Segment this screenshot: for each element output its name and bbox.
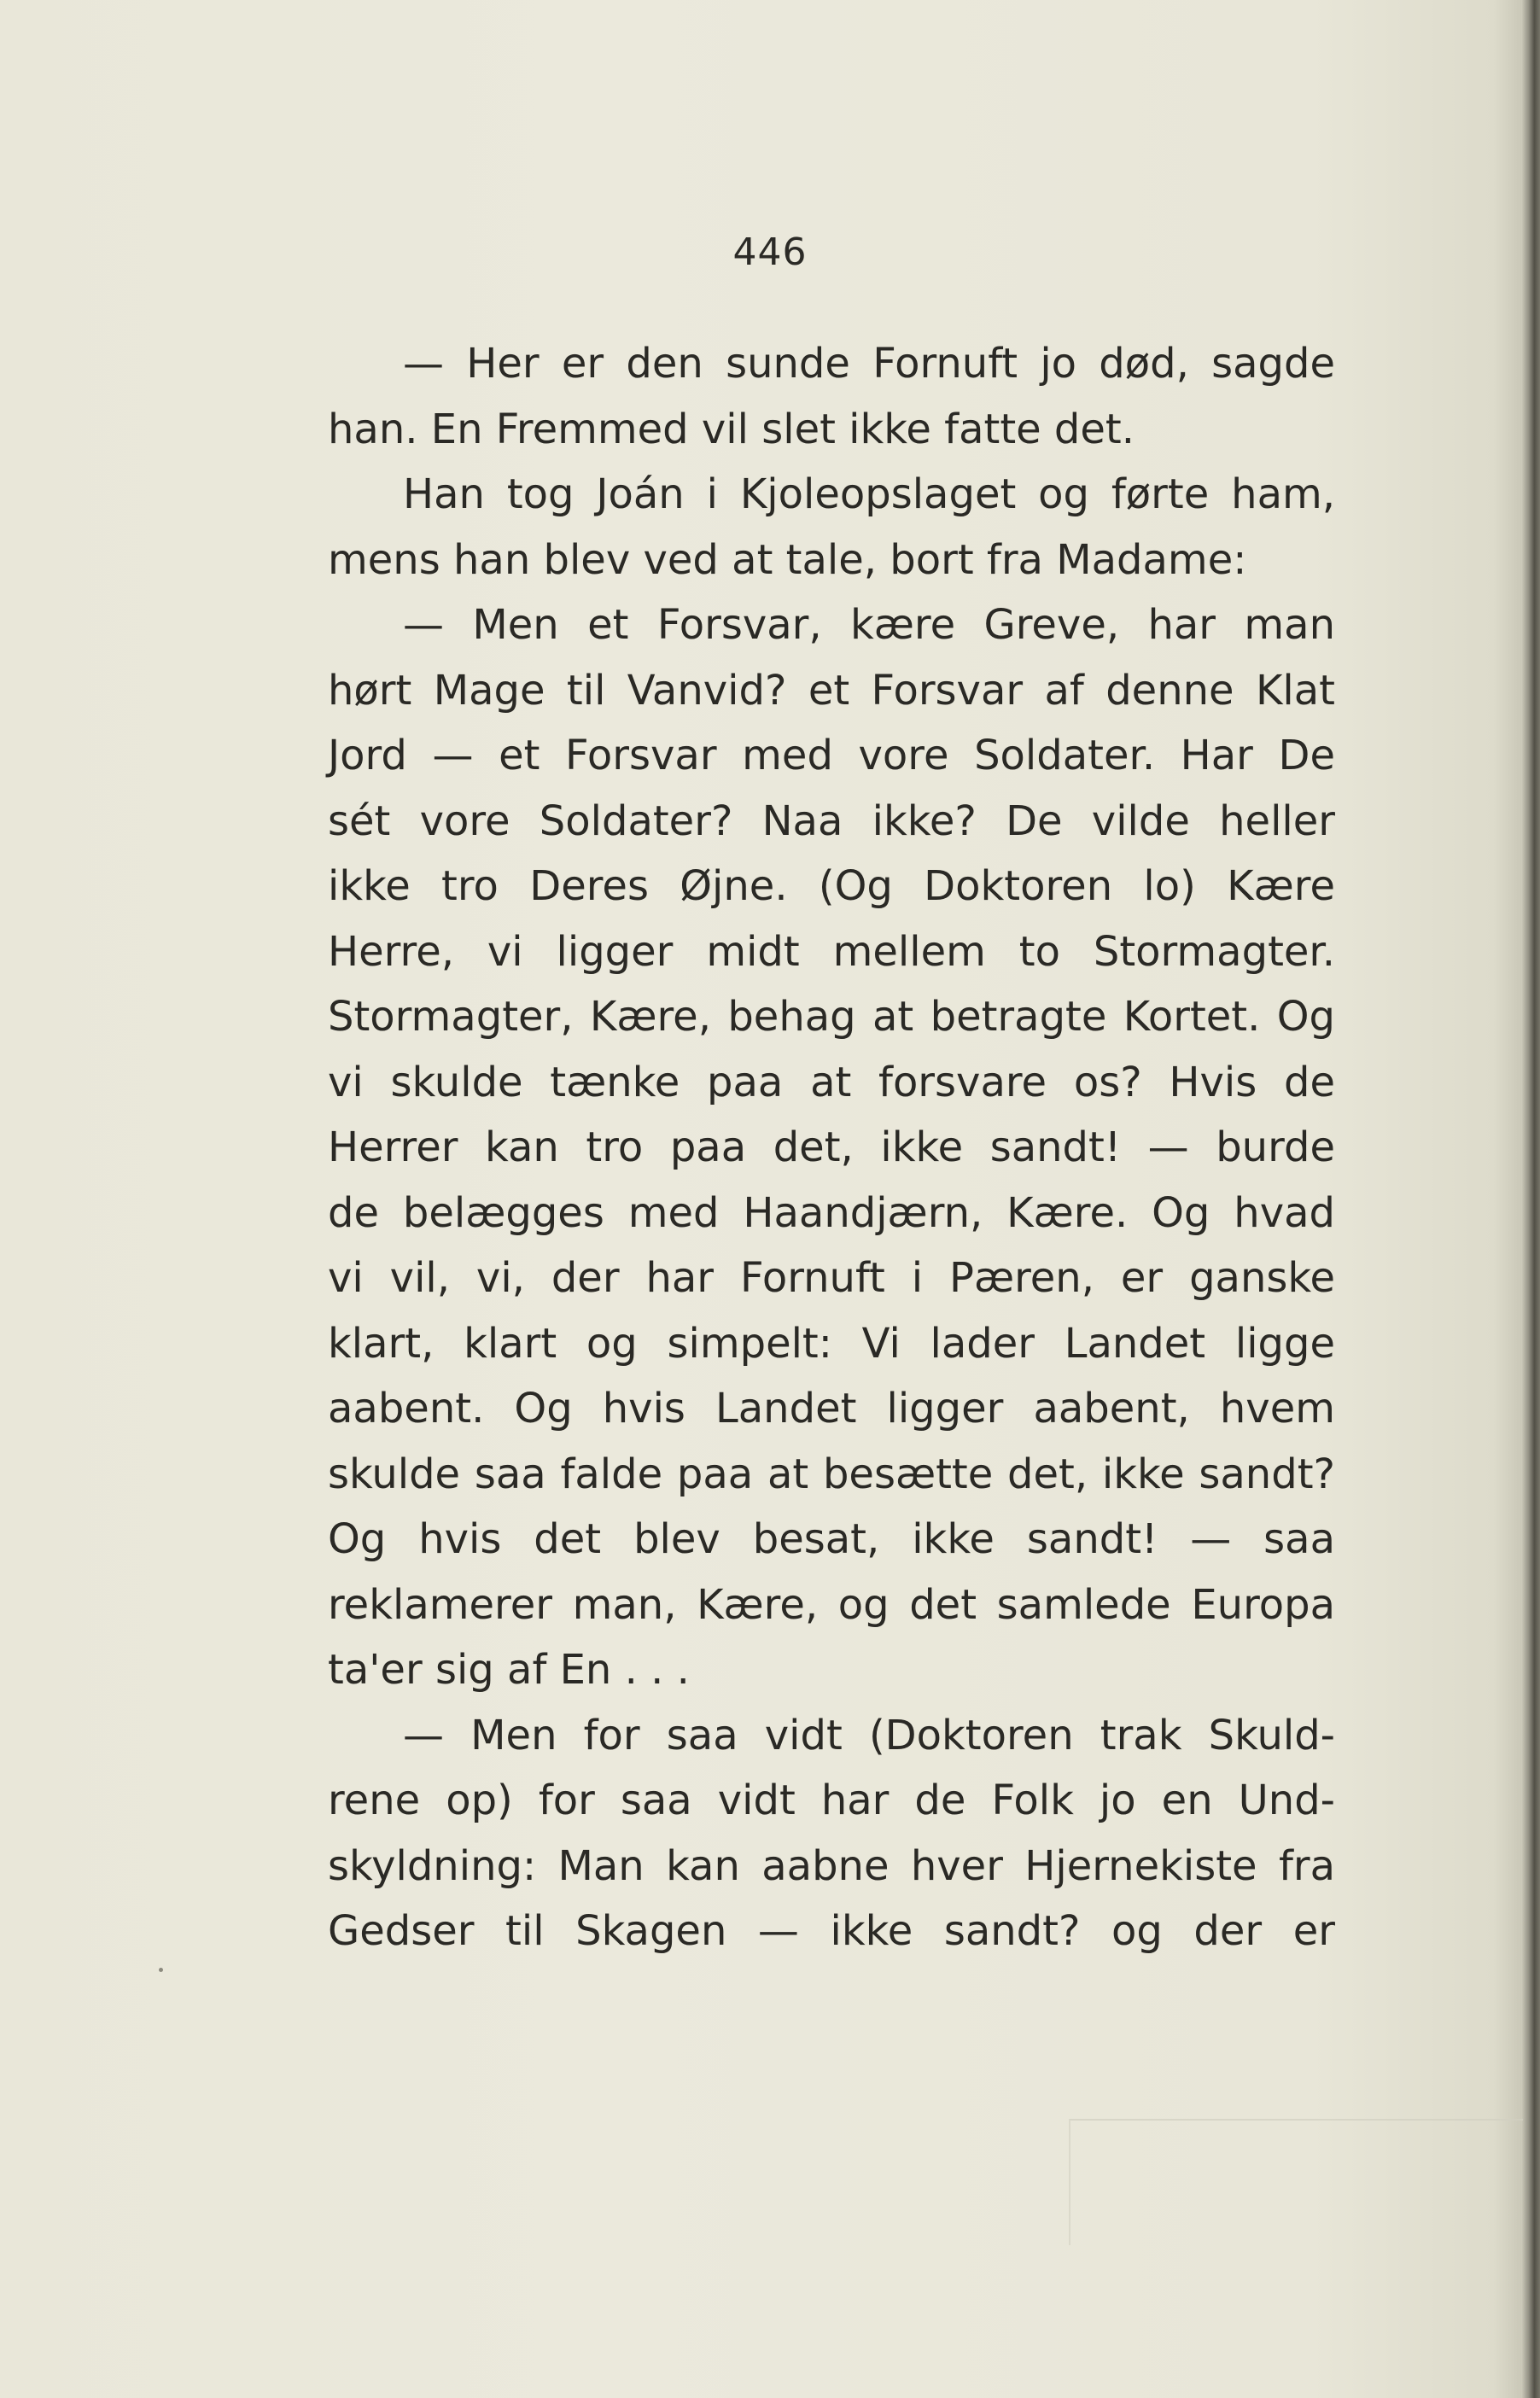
text-line: Han tog Joán i Kjoleopslaget og førte ham,	[403, 470, 1335, 518]
paper-speck	[159, 1968, 163, 1972]
page-edge-shadow	[1521, 0, 1540, 2398]
text-line: ikke tro Deres Øjne. (Og Doktoren lo) Kære	[328, 862, 1335, 910]
text-line: Og hvis det blev besat, ikke sandt! — saa	[328, 1515, 1335, 1563]
text-line: reklamerer man, Kære, og det samlede Europa	[328, 1580, 1335, 1629]
text-line: — Men for saa vidt (Doktoren trak Skuld-	[403, 1711, 1335, 1759]
text-line: de belægges med Haandjærn, Kære. Og hvad	[328, 1188, 1335, 1237]
text-line: Stormagter, Kære, behag at betragte Kortet. Og	[328, 993, 1335, 1041]
text-line: han. En Fremmed vil slet ikke fatte det.	[328, 405, 1135, 453]
text-line: klart, klart og simpelt: Vi lader Landet ligge	[328, 1319, 1335, 1368]
text-line: — Her er den sunde Fornuft jo død, sagde	[403, 340, 1335, 388]
text-line: mens han blev ved at tale, bort fra Madame:	[328, 535, 1247, 584]
text-line: skulde saa falde paa at besætte det, ikke sandt?	[328, 1450, 1335, 1498]
text-line: skyldning: Man kan aabne hver Hjernekiste fra	[328, 1841, 1335, 1890]
text-line: — Men et Forsvar, kære Greve, har man	[403, 601, 1335, 649]
text-line: vi skulde tænke paa at forsvare os? Hvis de	[328, 1058, 1335, 1106]
text-line: Herre, vi ligger midt mellem to Stormagter.	[328, 927, 1335, 976]
text-line: Gedser til Skagen — ikke sandt? og der er	[328, 1907, 1335, 1955]
text-line: rene op) for saa vidt har de Folk jo en Und-	[328, 1777, 1335, 1824]
body-text	[328, 331, 1335, 1964]
text-line: hørt Mage til Vanvid? et Forsvar af denne Klat	[328, 666, 1335, 715]
text-line: sét vore Soldater? Naa ikke? De vilde heller	[328, 796, 1335, 845]
page-number: 446	[732, 230, 808, 274]
faint-stamp-outline	[1069, 2119, 1523, 2245]
text-line: ta'er sig af En . . .	[328, 1646, 690, 1694]
text-line: Herrer kan tro paa det, ikke sandt! — burde	[328, 1123, 1335, 1171]
text-line: vi vil, vi, der har Fornuft i Pæren, er ganske	[328, 1254, 1335, 1302]
text-line: Jord — et Forsvar med vore Soldater. Har De	[328, 732, 1335, 779]
text-line: aabent. Og hvis Landet ligger aabent, hvem	[328, 1385, 1335, 1432]
